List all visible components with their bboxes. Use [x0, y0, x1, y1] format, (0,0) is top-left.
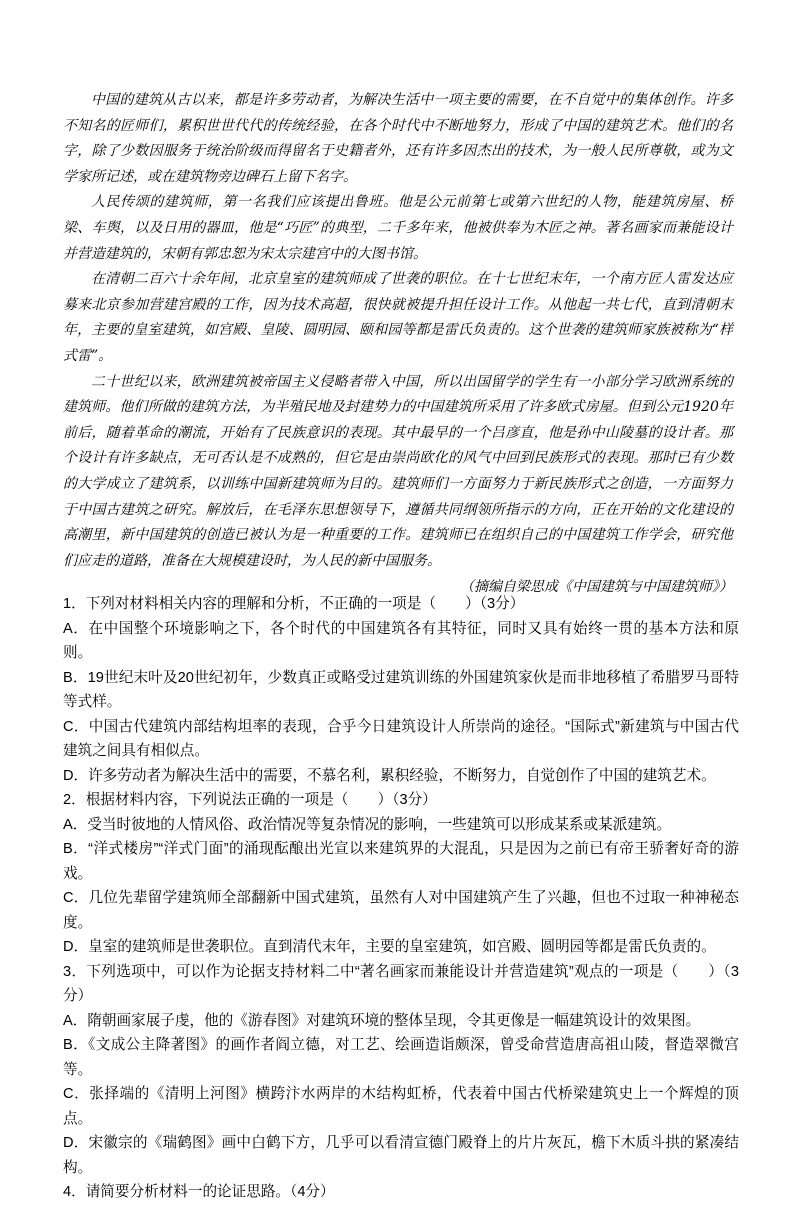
- question-3-option-a: A．隋朝画家展子虔，他的《游春图》对建筑环境的整体呈现，令其更像是一幅建筑设计的效果图。: [63, 1012, 701, 1029]
- material-paragraph-4: 二十世纪以来，欧洲建筑被帝国主义侵略者带入中国，所以出国留学的学生有一小部分学习欧洲系统的建筑师。他们所做的建筑方法，为半殖民地及封建势力的中国建筑所采用了许多欧式房屋。但到公元1920年前后，随着革命的潮流，开始有了民族意识的表现。其中最早的一个吕彦直，他是孙中山陵墓的设计者。那个设计有许多缺点，无可否认是不成熟的，但它是由崇尚欧化的风气中回到民族形式的表现。那时已有少数的大学成立了建筑系，以训练中国新建筑师为目的。建筑师们一方面努力于新民族形式之创造，一方面努力于中国古建筑之研究。解放后，在毛泽东思想领导下，遵循共同纲领所指示的方向，正在开始的文化建设的高潮里，新中国建筑的创造已被认为是一种重要的工作。建筑师已在组织自己的中国建筑工作学会，研究他们应走的道路，准备在大规模建设时，为人民的新中国服务。: [63, 373, 733, 569]
- material-paragraph-3: 在清朝二百六十余年间，北京皇室的建筑师成了世袭的职位。在十七世纪末年，一个南方匠人雷发达应募来北京参加营建宫殿的工作，因为技术高超，很快就被提升担任设计工作。从他起一共七代，直到清朝末年，主要的皇室建筑，如宫殿、皇陵、圆明园、颐和园等都是雷氏负责的。这个世袭的建筑师家族被称为“样式雷”。: [63, 271, 733, 364]
- question-1-option-c: C．中国古代建筑内部结构坦率的表现，合乎今日建筑设计人所崇尚的途径。“国际式”新建筑与中国古代建筑之间具有相似点。: [63, 718, 739, 759]
- question-1-stem: 1．下列对材料相关内容的理解和分析，不正确的一项是（ ）（3分）: [63, 596, 525, 612]
- question-4-stem: 4．请简要分析材料一的论证思路。（4分）: [63, 1184, 335, 1200]
- question-2-option-a: A．受当时彼地的人情风俗、政治情况等复杂情况的影响，一些建筑可以形成某系或某派建筑。: [63, 816, 672, 833]
- material-paragraph-2: 人民传颂的建筑师，第一名我们应该提出鲁班。他是公元前第七或第六世纪的人物，能建筑房屋、桥梁、车舆，以及日用的器皿，他是“巧匠”的典型，二千多年来，他被供奉为木匠之神。著名画家而兼能设计并营造建筑的，宋朝有郭忠恕为宋太宗建宫中的大图书馆。: [63, 194, 733, 262]
- question-3-option-c: C．张择端的《清明上河图》横跨汴水两岸的木结构虹桥，代表着中国古代桥梁建筑史上一个辉煌的顶点。: [63, 1086, 739, 1127]
- question-3-stem: 3．下列选项中，可以作为论据支持材料二中“著名画家而兼能设计并营造建筑”观点的一项是（ ）（3分）: [63, 963, 739, 1004]
- question-2-option-c: C．几位先辈留学建筑师全部翻新中国式建筑，虽然有人对中国建筑产生了兴趣，但也不过取一种神秘态度。: [63, 890, 739, 931]
- question-2-option-b: B．“洋式楼房”“洋式门面”的涌现酝酿出光宣以来建筑界的大混乱，只是因为之前已有帝王骄奢好奇的游戏。: [63, 841, 739, 882]
- material-source: （摘编自梁思成《中国建筑与中国建筑师》）: [460, 579, 733, 596]
- questions-section: [63, 592, 739, 1205]
- question-2-option-d: D．皇室的建筑师是世袭职位。直到清代末年，主要的皇室建筑，如宫殿、圆明园等都是雷氏负责的。: [63, 939, 716, 955]
- question-3-option-d: D．宋徽宗的《瑞鹤图》画中白鹤下方，几乎可以看清宣德门殿脊上的片片灰瓦，檐下木质斗拱的紧凑结构。: [63, 1135, 739, 1176]
- material-paragraph-1: 中国的建筑从古以来，都是许多劳动者，为解决生活中一项主要的需要，在不自觉中的集体创作。许多不知名的匠师们，累积世世代代的传统经验，在各个时代中不断地努力，形成了中国的建筑艺术。他们的名字，除了少数因服务于统治阶级而得留名于史籍者外，还有许多因杰出的技术，为一般人民所尊敬，或为文学家所记述，或在建筑物旁边碑石上留下名字。: [63, 92, 733, 185]
- question-3-option-b: B．《文成公主降著图》的画作者阎立德，对工艺、绘画造诣颇深，曾受命营造唐高祖山陵，督造翠微宫等。: [63, 1037, 739, 1078]
- question-1-option-b: B．19世纪末叶及20世纪初年，少数真正或略受过建筑训练的外国建筑家伙是而非地移植了希腊罗马哥特等式样。: [63, 669, 739, 710]
- question-1-option-a: A．在中国整个环境影响之下，各个时代的中国建筑各有其特征，同时又具有始终一贯的基本方法和原则。: [63, 620, 739, 661]
- question-1-option-d: D．许多劳动者为解决生活中的需要，不慕名利，累积经验，不断努力，自觉创作了中国的建筑艺术。: [63, 767, 716, 784]
- reading-material: [63, 88, 733, 598]
- question-2-stem: 2．根据材料内容，下列说法正确的一项是（ ）（3分）: [63, 792, 437, 808]
